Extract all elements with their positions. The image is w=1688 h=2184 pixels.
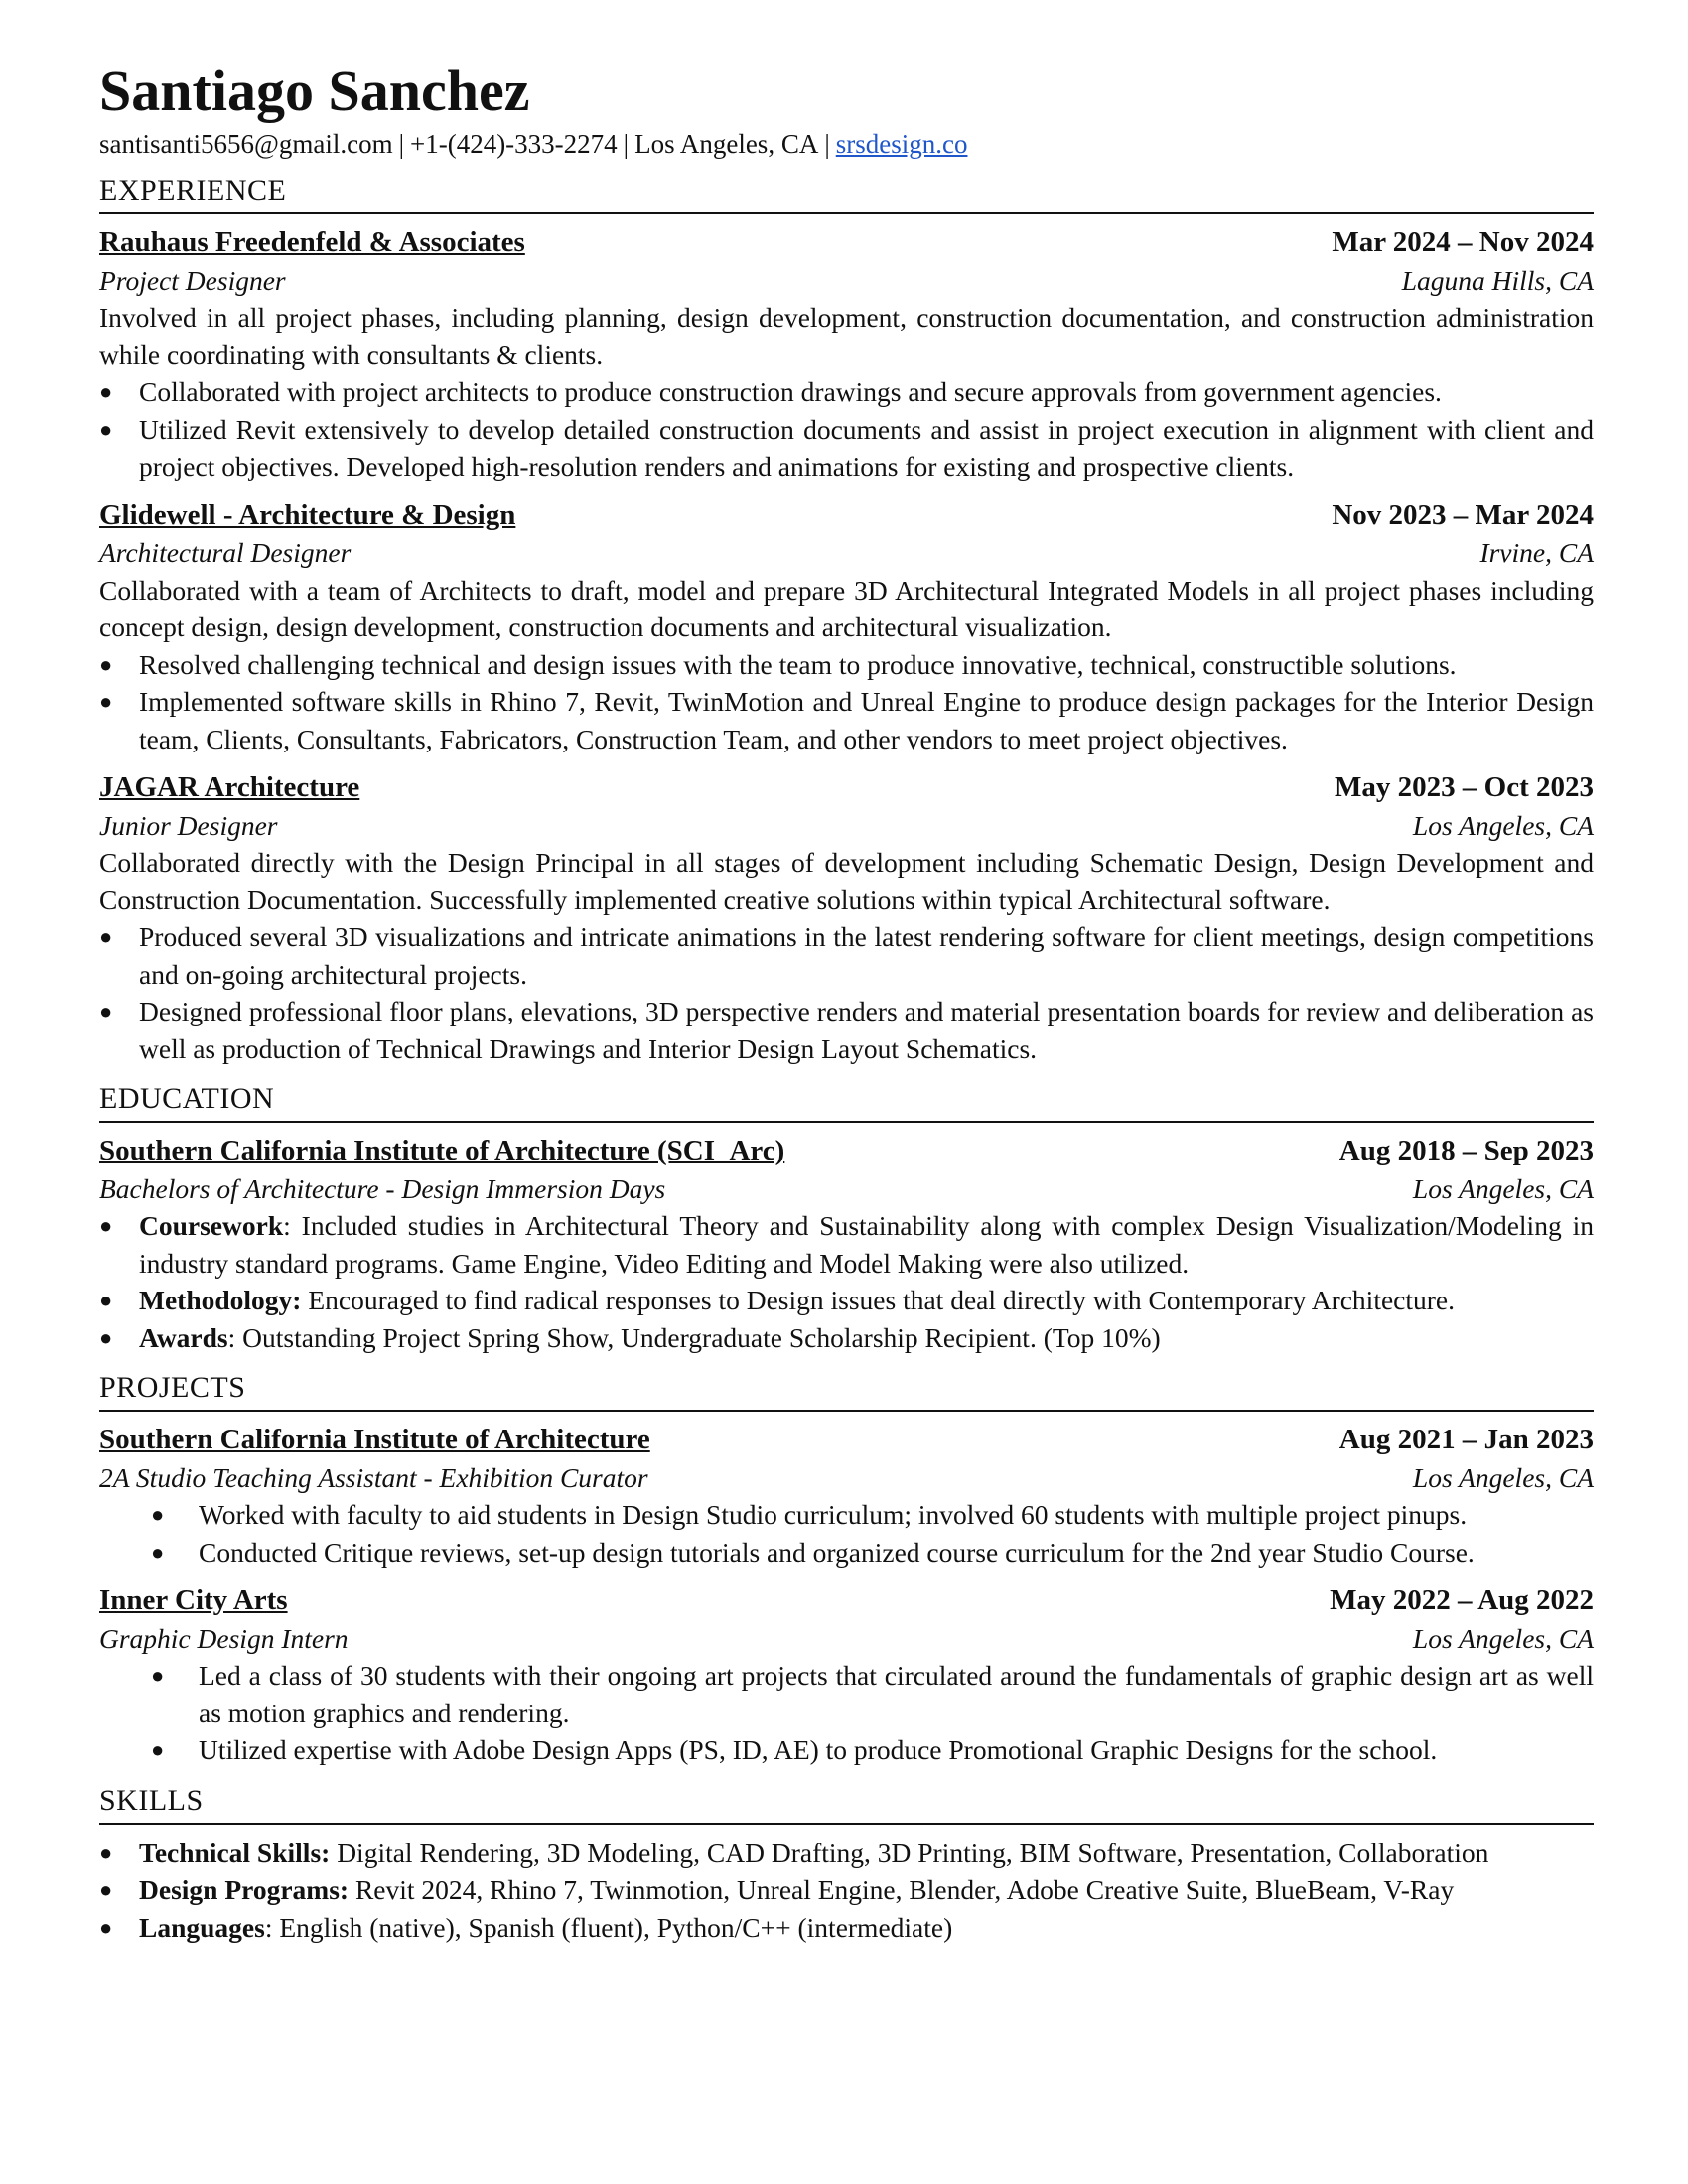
date-range: Nov 2023 – Mar 2024 <box>1332 498 1594 531</box>
email-text: santisanti5656@gmail.com <box>99 129 393 159</box>
website-link[interactable]: srsdesign.co <box>835 129 968 159</box>
experience-entry <box>99 769 1594 1067</box>
contact-line <box>99 127 1594 161</box>
education-entry <box>99 1133 1594 1356</box>
school-name: Southern California Institute of Architecture (SCI_Arc) <box>99 1135 785 1166</box>
bullet-label: Technical Skills: <box>139 1837 331 1868</box>
job-description: Collaborated directly with the Design Principal in all stages of development including Schematic Design, Design Development and Construction Documentation. Successfully implemented creative solutions within typical Architectural software. <box>99 847 1594 915</box>
skills-section <box>99 1781 1594 1947</box>
phone-text: +1-(424)-333-2274 <box>409 129 618 159</box>
date-range: Aug 2021 – Jan 2023 <box>1338 1424 1594 1455</box>
bullet-text: : English (native), Spanish (fluent), Python/C++ (intermediate) <box>264 1911 953 1943</box>
location-text: Los Angeles, CA <box>634 129 819 159</box>
resume-page <box>99 56 1594 1946</box>
job-title: Architectural Designer <box>99 537 352 568</box>
date-range: Aug 2018 – Sep 2023 <box>1338 1135 1594 1166</box>
bullet-text: : Included studies in Architectural Theory and Sustainability along with complex Design Visualization/Modeling in industry standard programs. Game Engine, Video Editing and Model Making were also utilized. <box>139 1210 1594 1279</box>
section-heading: SKILLS <box>99 1781 1594 1825</box>
experience-entry <box>99 224 1594 485</box>
employer-name: Rauhaus Freedenfeld & Associates <box>99 226 525 258</box>
list-item: ● Utilized expertise with Adobe Design Apps (PS, ID, AE) to produce Promotional Graphic Designs for the school. <box>99 1731 1594 1769</box>
project-entry <box>99 1582 1594 1769</box>
date-range: Mar 2024 – Nov 2024 <box>1332 226 1594 258</box>
experience-entry <box>99 497 1594 758</box>
list-item <box>99 1282 1594 1319</box>
section-heading: EXPERIENCE <box>99 171 1594 214</box>
job-description: Involved in all project phases, including planning, design development, construction documentation, and construction administration while coordinating with consultants & clients. <box>99 302 1594 370</box>
experience-section <box>99 171 1594 1067</box>
school-location: Los Angeles, CA <box>1412 1172 1594 1204</box>
project-entry <box>99 1422 1594 1570</box>
job-title: Project Designer <box>99 264 286 296</box>
separator: | <box>623 129 630 159</box>
projects-section <box>99 1368 1594 1769</box>
project-org: Southern California Institute of Architecture <box>99 1424 650 1455</box>
list-item <box>99 1871 1594 1909</box>
list-item <box>99 1835 1594 1872</box>
project-role: 2A Studio Teaching Assistant - Exhibition Curator <box>99 1461 648 1493</box>
bullet-text: Encouraged to find radical responses to Design issues that deal directly with Contemporary Architecture. <box>301 1285 1456 1315</box>
job-location: Laguna Hills, CA <box>1401 264 1594 296</box>
list-item <box>99 1207 1594 1282</box>
job-title: Junior Designer <box>99 809 278 841</box>
list-item: ● Collaborated with project architects to produce construction drawings and secure approvals from government agencies. <box>99 373 1594 411</box>
list-item <box>99 1319 1594 1357</box>
bullet-label: Coursework <box>139 1210 284 1241</box>
project-location: Los Angeles, CA <box>1412 1461 1594 1493</box>
list-item: ● Designed professional floor plans, elevations, 3D perspective renders and material presentation boards for review and deliberation as well as production of Technical Drawings and Interior Design Layout Schematics. <box>99 993 1594 1067</box>
bullet-label: Awards <box>139 1321 228 1353</box>
bullet-label: Methodology: <box>139 1285 302 1315</box>
employer-name: Glidewell - Architecture & Design <box>99 498 516 531</box>
list-item: ● Worked with faculty to aid students in Design Studio curriculum; involved 60 students with multiple project pinups. <box>99 1496 1594 1534</box>
education-section <box>99 1079 1594 1356</box>
separator: | <box>824 129 830 159</box>
employer-name: JAGAR Architecture <box>99 771 360 803</box>
project-role: Graphic Design Intern <box>99 1622 349 1654</box>
date-range: May 2023 – Oct 2023 <box>1335 771 1594 803</box>
bullet-text: Revit 2024, Rhino 7, Twinmotion, Unreal Engine, Blender, Adobe Creative Suite, BlueBeam, V-Ray <box>349 1874 1455 1905</box>
bullet-text: Digital Rendering, 3D Modeling, CAD Drafting, 3D Printing, BIM Software, Presentation, Collaboration <box>330 1837 1489 1868</box>
bullet-label: Languages <box>139 1911 265 1943</box>
list-item: ● Resolved challenging technical and design issues with the team to produce innovative, technical, constructible solutions. <box>99 646 1594 684</box>
job-description: Collaborated with a team of Architects to draft, model and prepare 3D Architectural Integrated Models in all project phases including concept design, design development, construction documents and architectural visualization. <box>99 574 1594 642</box>
project-org: Inner City Arts <box>99 1584 288 1616</box>
list-item: ● Produced several 3D visualizations and intricate animations in the latest rendering software for client meetings, design competitions and on-going architectural projects. <box>99 918 1594 993</box>
bullet-text: : Outstanding Project Spring Show, Undergraduate Scholarship Recipient. (Top 10%) <box>227 1321 1161 1353</box>
separator: | <box>398 129 404 159</box>
job-location: Los Angeles, CA <box>1412 809 1594 841</box>
bullet-label: Design Programs: <box>139 1874 350 1905</box>
date-range: May 2022 – Aug 2022 <box>1330 1584 1594 1616</box>
section-heading: PROJECTS <box>99 1368 1594 1412</box>
list-item: ● Led a class of 30 students with their ongoing art projects that circulated around the fundamentals of graphic design art as well as motion graphics and rendering. <box>99 1657 1594 1731</box>
list-item <box>99 1909 1594 1947</box>
list-item: ● Utilized Revit extensively to develop detailed construction documents and assist in project execution in alignment with client and project objectives. Developed high-resolution renders and animations for existing and prospective clients. <box>99 411 1594 485</box>
candidate-name: Santiago Sanchez <box>99 59 530 123</box>
job-location: Irvine, CA <box>1479 537 1594 568</box>
list-item: ● Conducted Critique reviews, set-up design tutorials and organized course curriculum for the 2nd year Studio Course. <box>99 1534 1594 1571</box>
list-item: ● Implemented software skills in Rhino 7, Revit, TwinMotion and Unreal Engine to produce design packages for the Interior Design team, Clients, Consultants, Fabricators, Construction Team, and other vendors to meet project objectives. <box>99 683 1594 757</box>
degree-title: Bachelors of Architecture - Design Immersion Days <box>99 1172 666 1204</box>
project-location: Los Angeles, CA <box>1412 1622 1594 1654</box>
section-heading: EDUCATION <box>99 1079 1594 1123</box>
